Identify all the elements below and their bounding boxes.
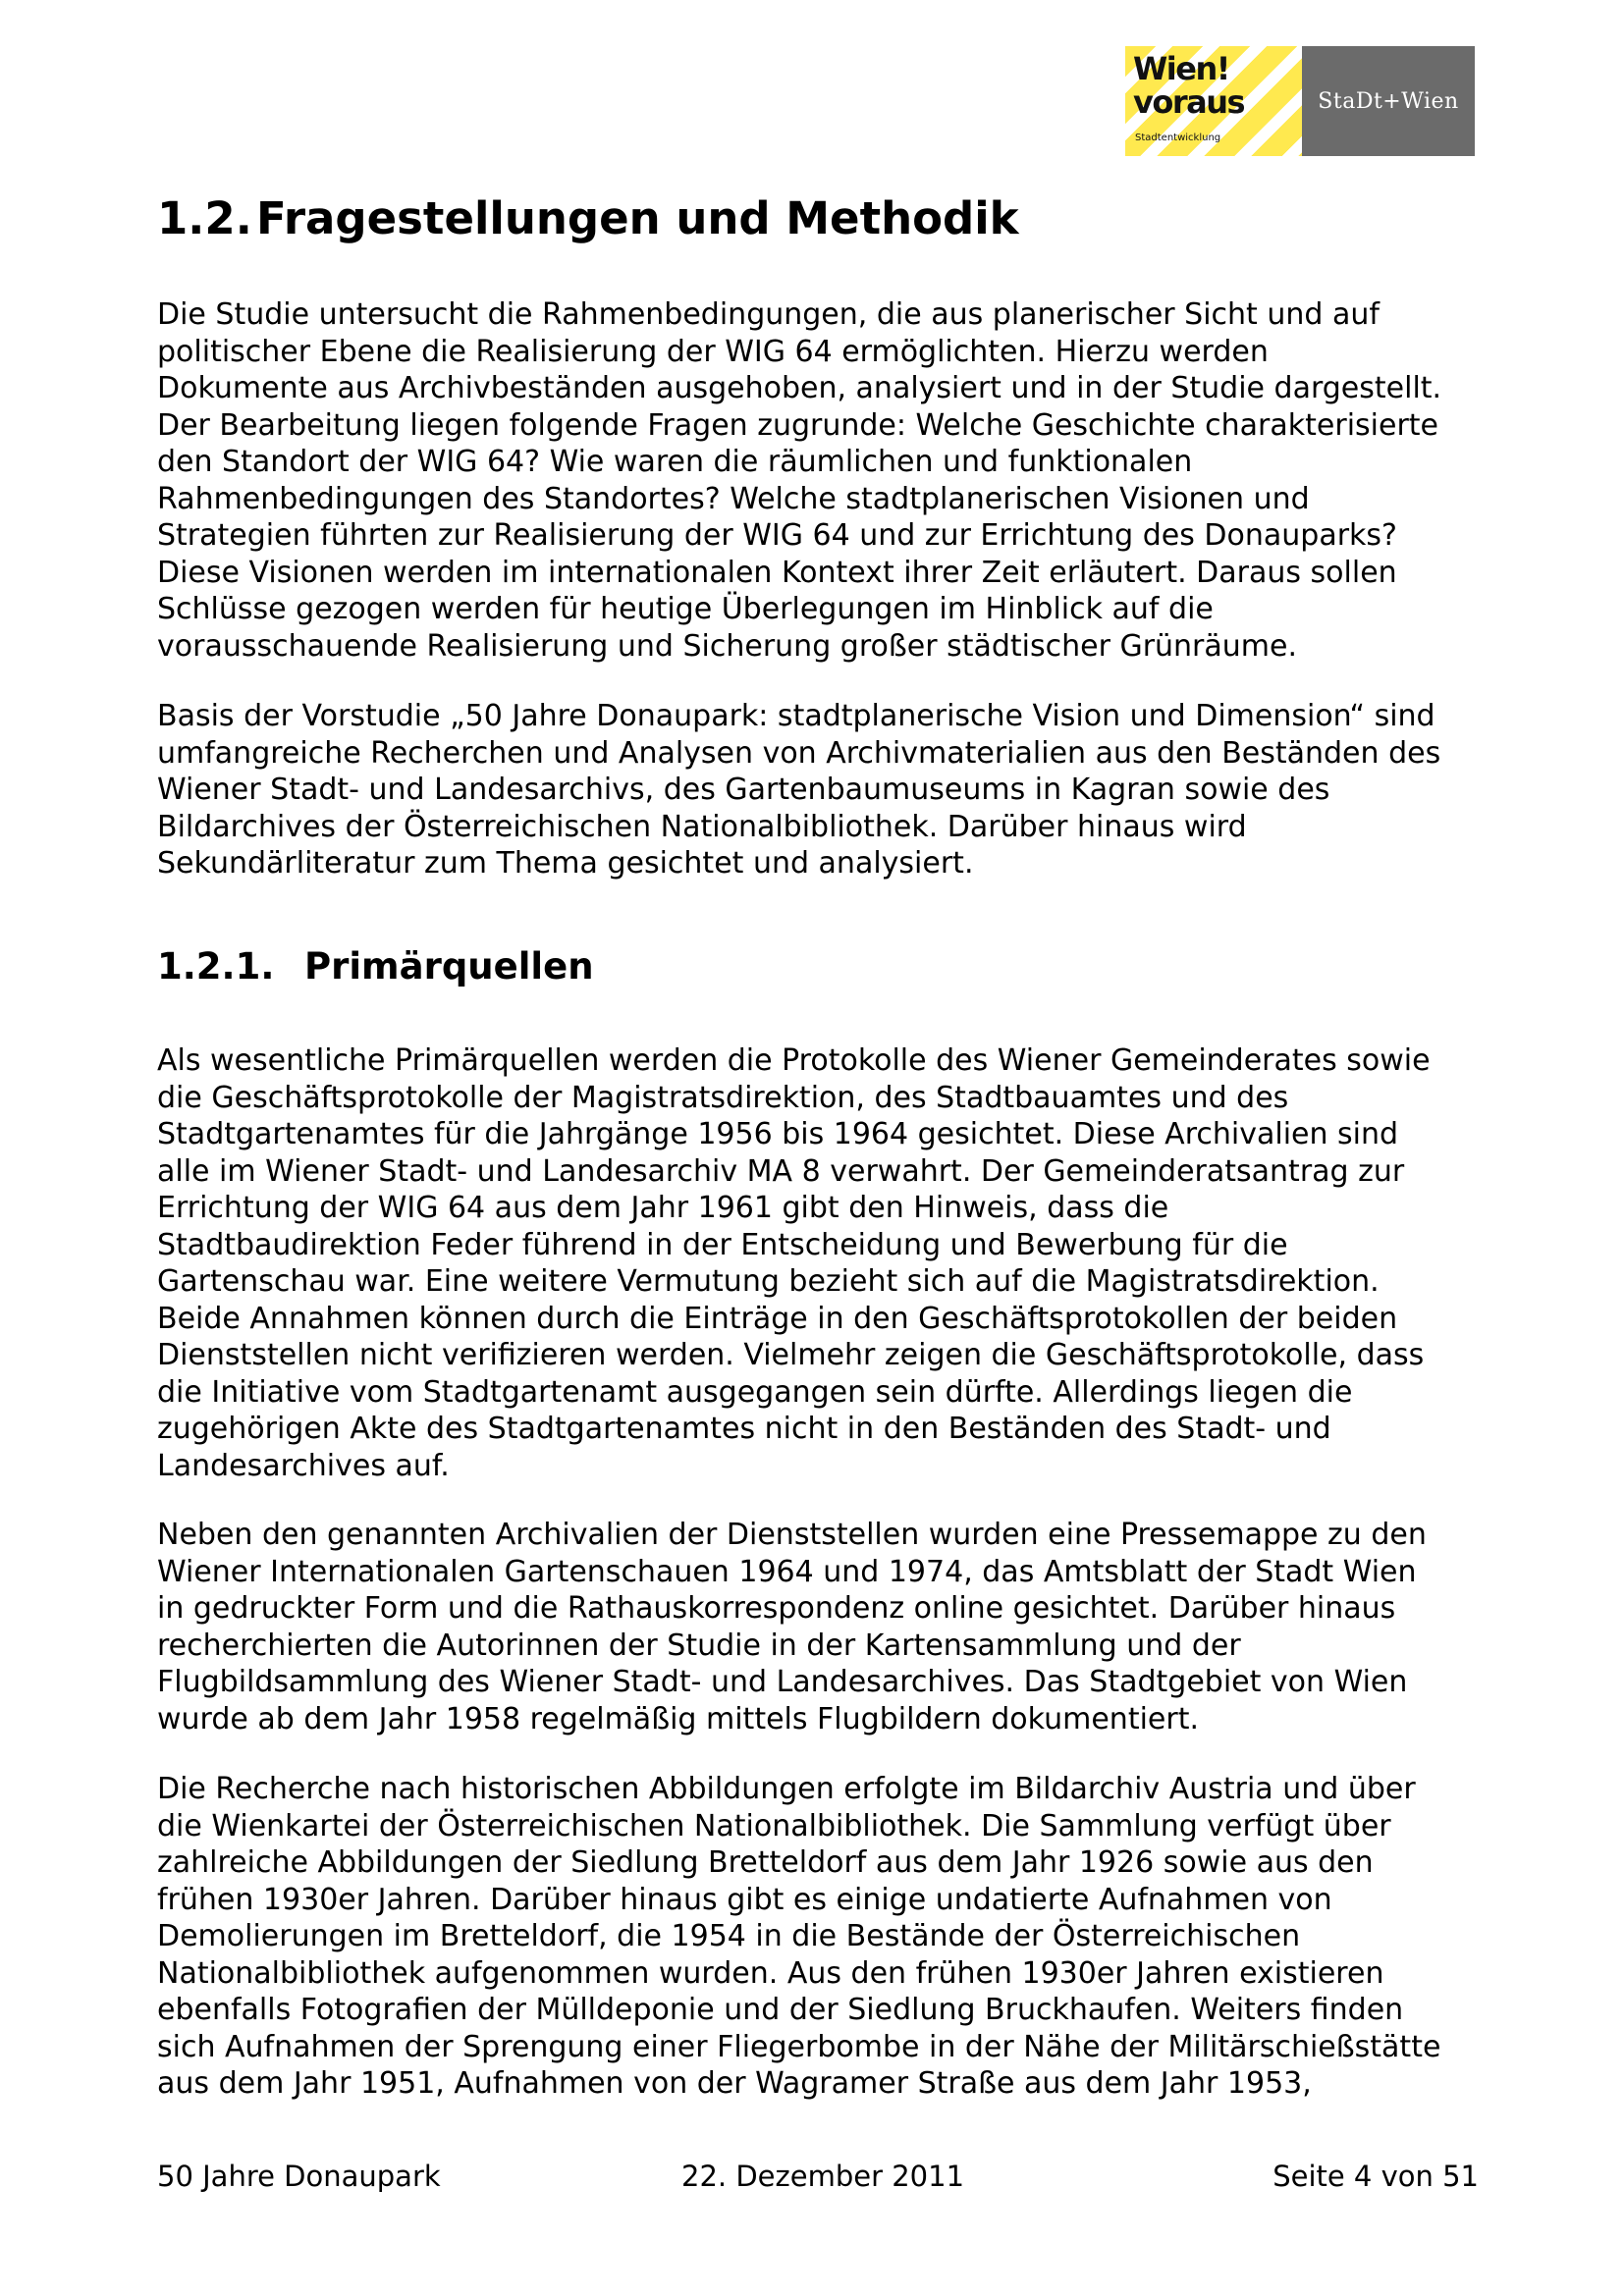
subsection-title: Primärquellen (304, 945, 594, 988)
section-title: Fragestellungen und Methodik (256, 192, 1019, 244)
logo-line2: voraus (1133, 83, 1245, 121)
footer-date: 22. Dezember 2011 (681, 2160, 965, 2193)
logo-line1: Wien! (1133, 50, 1229, 87)
logo (1125, 46, 1475, 156)
wien-voraus-logo (1125, 46, 1302, 156)
paragraph-intro: Die Studie untersucht die Rahmenbedingungen, die aus planerischer Sicht und auf politischer Ebene die Realisierung der WIG 64 ermöglichten. Hierzu werden Dokumente aus Archivbeständen ausgehoben, analysiert und in der Studie dargestellt. Der Bearbeitung liegen folgende Fragen zugrunde: Welche Geschichte charakterisierte den Standort der WIG 64? Wie waren die räumlichen und funktionalen Rahmenbedingungen des Standortes? Welche stadtplanerischen Visionen und Strategien führten zur Realisierung der WIG 64 und zur Errichtung des Donauparks? Diese Visionen werden im internationalen Kontext ihrer Zeit erläutert. Daraus sollen Schlüsse gezogen werden für heutige Überlegungen im Hinblick auf die vorausschauende Realisierung und Sicherung großer städtischer Grünräume. (157, 297, 1442, 664)
paragraph-archives: Neben den genannten Archivalien der Dienststellen wurden eine Pressemappe zu den Wiener Internationalen Gartenschauen 1964 und 1974, das Amtsblatt der Stadt Wien in gedruckter Form und die Rathauskorrespondenz online gesichtet. Darüber hinaus recherchierten die Autorinnen der Studie in der Kartensammlung und der Flugbildsammlung des Wiener Stadt- und Landesarchives. Das Stadtgebiet von Wien wurde ab dem Jahr 1958 regelmäßig mittels Flugbildern dokumentiert. (157, 1518, 1427, 1736)
subsection-number: 1.2.1. (157, 945, 275, 988)
subsection-heading (157, 945, 594, 988)
section-number: 1.2. (157, 192, 252, 244)
stadt-wien-logo (1302, 46, 1475, 156)
page-footer (157, 2160, 1479, 2195)
footer-page-number: Seite 4 von 51 (1272, 2160, 1479, 2193)
paragraph-images: Die Recherche nach historischen Abbildungen erfolgte im Bildarchiv Austria und über die Wienkartei der Österreichischen Nationalbibliothek. Die Sammlung verfügt über zahlreiche Abbildungen der Siedlung Bretteldorf aus dem Jahr 1926 sowie aus den frühen 1930er Jahren. Darüber hinaus gibt es einige undatierte Aufnahmen von Demolierungen im Bretteldorf, die 1954 in die Bestände der Österreichischen Nationalbibliothek aufgenommen wurden. Aus den frühen 1930er Jahren existieren ebenfalls Fotografien der Mülldeponie und der Siedlung Bruckhaufen. Weiters finden sich Aufnahmen der Sprengung einer Fliegerbombe in der Nähe der Militärschießstätte aus dem Jahr 1951, Aufnahmen von der Wagramer Straße aus dem Jahr 1953, (157, 1772, 1441, 2101)
section-heading (157, 192, 1019, 244)
logo-partner: StaDt+Wien (1318, 88, 1459, 114)
footer-title: 50 Jahre Donaupark (157, 2160, 441, 2193)
paragraph-basis: Basis der Vorstudie „50 Jahre Donaupark: stadtplanerische Vision und Dimension“ sind umfangreiche Recherchen und Analysen von Archivmaterialien aus den Beständen des Wiener Stadt- und Landesarchivs, des Gartenbaumuseums in Kagran sowie des Bildarchives der Österreichischen Nationalbibliothek. Darüber hinaus wird Sekundärliteratur zum Thema gesichtet und analysiert. (157, 699, 1441, 881)
paragraph-primary-sources: Als wesentliche Primärquellen werden die Protokolle des Wiener Gemeinderates sowie die Geschäftsprotokolle der Magistratsdirektion, des Stadtbauamtes und des Stadtgartenamtes für die Jahrgänge 1956 bis 1964 gesichtet. Diese Archivalien sind alle im Wiener Stadt- und Landesarchiv MA 8 verwahrt. Der Gemeinderatsantrag zur Errichtung der WIG 64 aus dem Jahr 1961 gibt den Hinweis, dass die Stadtbaudirektion Feder führend in der Entscheidung und Bewerbung für die Gartenschau war. Eine weitere Vermutung bezieht sich auf die Magistratsdirektion. Beide Annahmen können durch die Einträge in den Geschäftsprotokollen der beiden Dienststellen nicht verifizieren werden. Vielmehr zeigen die Geschäftsprotokolle, dass die Initiative vom Stadtgartenamt ausgegangen sein dürfte. Allerdings liegen die zugehörigen Akte des Stadtgartenamtes nicht in den Beständen des Stadt- und Landesarchives auf. (157, 1043, 1431, 1483)
logo-subtitle: Stadtentwicklung (1135, 133, 1221, 143)
